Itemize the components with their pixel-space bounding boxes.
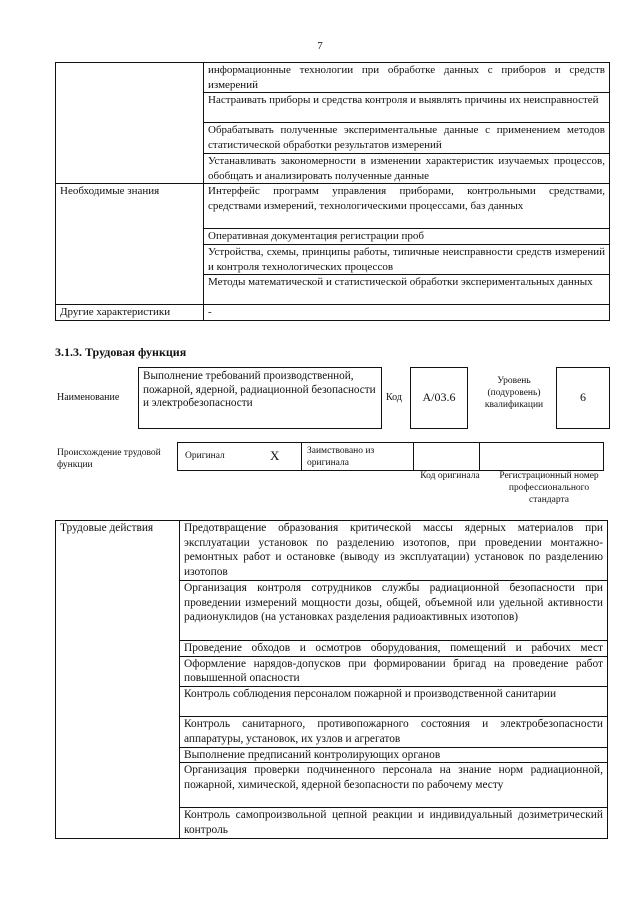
row-text: Выполнение предписаний контролирующих органов	[180, 747, 608, 763]
function-name: Выполнение требований производственной, пожарной, ядерной, радиационной безопасности и электробезопасности	[143, 370, 376, 409]
row-text: Контроль соблюдения персоналом пожарной и производственной санитарии	[180, 687, 608, 717]
function-name-box	[138, 367, 382, 429]
row-text: Устанавливать закономерности в изменении характеристик изучаемых процессов, обобщать и анализировать полученные данные	[204, 153, 610, 183]
row-text: Оформление нарядов-допусков при формировании бригад на проведение работ повышенной опасности	[180, 656, 608, 686]
row-label	[56, 63, 204, 184]
borrowed-label: Заимствовано из оригинала	[307, 446, 375, 468]
section-heading: 3.1.3. Трудовая функция	[55, 345, 187, 359]
row-text: Оперативная документация регистрации проб	[204, 229, 610, 245]
origin-label: Происхождение трудовой функции	[57, 448, 161, 470]
function-code: А/03.6	[422, 390, 456, 404]
row-text: Интерфейс программ управления приборами, контрольными средствами, средствами измерений, технологическими процессами, баз данных	[204, 184, 610, 229]
original-mark: X	[270, 448, 280, 463]
row-text: Контроль самопроизвольной цепной реакции и индивидуальный дозиметрический контроль	[180, 808, 608, 838]
row-text: Организация проверки подчиненного персонала на знание норм радиационной, пожарной, химической, ядерной безопасности по рабочему месту	[180, 763, 608, 808]
row-text: Проведение обходов и осмотров оборудования, помещений и рабочих мест	[180, 641, 608, 657]
row-label: Необходимые знания	[56, 184, 204, 305]
code-caption: Код оригинала	[420, 471, 480, 481]
skills-knowledge-table	[55, 62, 610, 321]
row-text: информационные технологии при обработке данных с приборов и средств измерений	[204, 63, 610, 93]
table-row	[56, 305, 610, 321]
reg-caption: Регистрационный номер профессионального стандарта	[499, 471, 599, 505]
name-label: Наименование	[57, 392, 120, 403]
function-code-box	[410, 367, 468, 429]
row-text: Предотвращение образования критической массы ядерных материалов при эксплуатации установок по разделению изотопов, при проведении монтажно-ремонтных работ и остановке (выводу из эксплуатации) установок по разделению изотопов	[180, 521, 608, 581]
row-text: -	[204, 305, 610, 321]
row-text: Устройства, схемы, принципы работы, типичные неисправности средств измерений и контроля технологических процессов	[204, 244, 610, 274]
row-text: Контроль санитарного, противопожарного состояния и электробезопасности аппаратуры, установок, их узлов и агрегатов	[180, 717, 608, 747]
row-text: Методы математической и статистической обработки экспериментальных данных	[204, 275, 610, 305]
row-text: Настраивать приборы и средства контроля и выявлять причины их неисправностей	[204, 93, 610, 123]
row-label: Трудовые действия	[56, 521, 180, 839]
table-row	[56, 63, 610, 93]
level-box	[556, 367, 610, 429]
original-label: Оригинал	[185, 451, 225, 461]
row-label: Другие характеристики	[56, 305, 204, 321]
row-text: Организация контроля сотрудников службы радиационной безопасности при проведении измерений мощности дозы, общей, объемной или удельной активности радионуклидов (на установках разделения радиоактивных изотопов)	[180, 581, 608, 641]
row-text: Обрабатывать полученные экспериментальные данные с применением методов статистической обработки результатов измерений	[204, 123, 610, 153]
code-label: Код	[386, 392, 402, 403]
level-label: Уровень (подуровень) квалификации	[484, 376, 544, 410]
table-row	[56, 521, 608, 581]
table-row	[56, 184, 610, 229]
origin-box	[177, 442, 604, 471]
page-number: 7	[317, 40, 323, 52]
level-value: 6	[580, 390, 586, 404]
labor-actions-table	[55, 520, 608, 839]
